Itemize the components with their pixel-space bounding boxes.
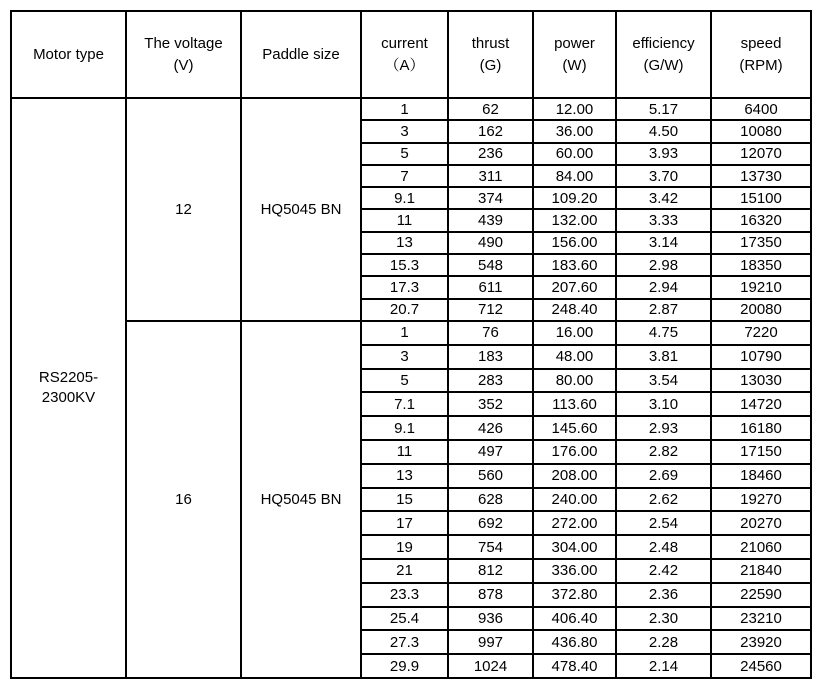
cell-power: 145.60 [533, 416, 616, 440]
cell-thrust: 183 [448, 345, 533, 369]
cell-efficiency: 2.93 [616, 416, 711, 440]
cell-speed: 22590 [711, 583, 811, 607]
cell-efficiency: 2.30 [616, 607, 711, 631]
cell-efficiency: 2.54 [616, 511, 711, 535]
cell-power: 80.00 [533, 369, 616, 393]
cell-power: 183.60 [533, 254, 616, 276]
cell-current: 23.3 [361, 583, 448, 607]
header-label: efficiency [632, 34, 695, 52]
motor-type-cell [11, 98, 126, 678]
table-header [11, 11, 811, 98]
cell-power: 113.60 [533, 392, 616, 416]
cell-efficiency: 3.81 [616, 345, 711, 369]
motor-type-line: 2300KV [41, 388, 96, 406]
column-header-thrust [448, 11, 533, 98]
column-header-voltage [126, 11, 241, 98]
cell-thrust: 812 [448, 559, 533, 583]
cell-speed: 20270 [711, 511, 811, 535]
cell-speed: 23920 [711, 630, 811, 654]
cell-current: 5 [361, 369, 448, 393]
cell-power: 436.80 [533, 630, 616, 654]
cell-efficiency: 3.33 [616, 209, 711, 231]
cell-speed: 23210 [711, 607, 811, 631]
cell-power: 84.00 [533, 165, 616, 187]
cell-current: 1 [361, 98, 448, 120]
cell-speed: 13030 [711, 369, 811, 393]
motor-spec-table [10, 10, 812, 679]
cell-thrust: 712 [448, 299, 533, 321]
header-label: current [381, 34, 428, 52]
motor-type-line: RS2205- [38, 368, 99, 386]
cell-efficiency: 2.94 [616, 276, 711, 298]
cell-current: 25.4 [361, 607, 448, 631]
column-header-paddle-size [241, 11, 361, 98]
header-label: power [554, 34, 595, 52]
cell-efficiency: 4.75 [616, 321, 711, 345]
cell-speed: 10080 [711, 120, 811, 142]
cell-power: 132.00 [533, 209, 616, 231]
cell-power: 36.00 [533, 120, 616, 142]
cell-thrust: 997 [448, 630, 533, 654]
column-header-speed [711, 11, 811, 98]
cell-speed: 17150 [711, 440, 811, 464]
cell-thrust: 374 [448, 187, 533, 209]
cell-efficiency: 2.36 [616, 583, 711, 607]
cell-efficiency: 2.14 [616, 654, 711, 678]
cell-speed: 6400 [711, 98, 811, 120]
cell-power: 60.00 [533, 143, 616, 165]
cell-current: 15.3 [361, 254, 448, 276]
header-unit: (G/W) [643, 56, 684, 74]
cell-current: 9.1 [361, 187, 448, 209]
cell-speed: 16180 [711, 416, 811, 440]
cell-power: 109.20 [533, 187, 616, 209]
cell-current: 17 [361, 511, 448, 535]
voltage-cell: 12 [126, 98, 241, 321]
cell-speed: 10790 [711, 345, 811, 369]
cell-power: 272.00 [533, 511, 616, 535]
cell-efficiency: 2.42 [616, 559, 711, 583]
cell-speed: 18460 [711, 464, 811, 488]
cell-speed: 14720 [711, 392, 811, 416]
spec-table-body [11, 98, 811, 678]
cell-thrust: 426 [448, 416, 533, 440]
cell-efficiency: 3.14 [616, 232, 711, 254]
cell-thrust: 311 [448, 165, 533, 187]
column-header-motor-type [11, 11, 126, 98]
cell-speed: 21060 [711, 535, 811, 559]
cell-efficiency: 3.54 [616, 369, 711, 393]
cell-efficiency: 5.17 [616, 98, 711, 120]
header-label: speed [740, 34, 782, 52]
cell-current: 13 [361, 464, 448, 488]
cell-current: 19 [361, 535, 448, 559]
cell-efficiency: 2.62 [616, 488, 711, 512]
cell-efficiency: 2.82 [616, 440, 711, 464]
cell-efficiency: 2.48 [616, 535, 711, 559]
cell-thrust: 560 [448, 464, 533, 488]
cell-thrust: 497 [448, 440, 533, 464]
cell-thrust: 878 [448, 583, 533, 607]
paddle-size-cell: HQ5045 BN [241, 98, 361, 321]
cell-power: 16.00 [533, 321, 616, 345]
cell-speed: 17350 [711, 232, 811, 254]
cell-power: 406.40 [533, 607, 616, 631]
cell-power: 12.00 [533, 98, 616, 120]
cell-current: 20.7 [361, 299, 448, 321]
column-header-efficiency [616, 11, 711, 98]
cell-current: 21 [361, 559, 448, 583]
cell-speed: 15100 [711, 187, 811, 209]
cell-power: 304.00 [533, 535, 616, 559]
cell-efficiency: 2.69 [616, 464, 711, 488]
cell-efficiency: 2.87 [616, 299, 711, 321]
cell-current: 5 [361, 143, 448, 165]
cell-thrust: 236 [448, 143, 533, 165]
column-header-power [533, 11, 616, 98]
cell-speed: 21840 [711, 559, 811, 583]
cell-current: 11 [361, 440, 448, 464]
header-unit: （A） [384, 56, 425, 74]
cell-power: 248.40 [533, 299, 616, 321]
cell-efficiency: 3.10 [616, 392, 711, 416]
cell-current: 3 [361, 120, 448, 142]
table-row [11, 98, 811, 120]
cell-current: 7 [361, 165, 448, 187]
cell-thrust: 162 [448, 120, 533, 142]
cell-current: 3 [361, 345, 448, 369]
cell-current: 1 [361, 321, 448, 345]
cell-thrust: 611 [448, 276, 533, 298]
cell-speed: 24560 [711, 654, 811, 678]
cell-speed: 12070 [711, 143, 811, 165]
paddle-size-cell: HQ5045 BN [241, 321, 361, 678]
cell-thrust: 439 [448, 209, 533, 231]
cell-current: 17.3 [361, 276, 448, 298]
column-header-current [361, 11, 448, 98]
cell-power: 240.00 [533, 488, 616, 512]
cell-current: 7.1 [361, 392, 448, 416]
header-unit: (RPM) [739, 56, 783, 74]
cell-thrust: 936 [448, 607, 533, 631]
header-unit: (G) [479, 56, 502, 74]
voltage-cell: 16 [126, 321, 241, 678]
cell-thrust: 548 [448, 254, 533, 276]
header-label: thrust [471, 34, 510, 52]
cell-efficiency: 2.28 [616, 630, 711, 654]
header-label: Motor type [33, 45, 104, 63]
header-row [11, 11, 811, 98]
cell-efficiency: 3.42 [616, 187, 711, 209]
cell-current: 15 [361, 488, 448, 512]
cell-efficiency: 2.98 [616, 254, 711, 276]
header-label: Paddle size [262, 45, 340, 63]
cell-thrust: 283 [448, 369, 533, 393]
cell-thrust: 754 [448, 535, 533, 559]
cell-power: 207.60 [533, 276, 616, 298]
table-row [11, 321, 811, 345]
cell-thrust: 352 [448, 392, 533, 416]
cell-speed: 20080 [711, 299, 811, 321]
cell-current: 27.3 [361, 630, 448, 654]
cell-current: 13 [361, 232, 448, 254]
cell-speed: 7220 [711, 321, 811, 345]
cell-thrust: 62 [448, 98, 533, 120]
cell-current: 29.9 [361, 654, 448, 678]
cell-current: 9.1 [361, 416, 448, 440]
cell-power: 176.00 [533, 440, 616, 464]
cell-efficiency: 4.50 [616, 120, 711, 142]
cell-power: 372.80 [533, 583, 616, 607]
cell-efficiency: 3.70 [616, 165, 711, 187]
cell-efficiency: 3.93 [616, 143, 711, 165]
cell-thrust: 628 [448, 488, 533, 512]
cell-speed: 18350 [711, 254, 811, 276]
cell-speed: 13730 [711, 165, 811, 187]
cell-power: 336.00 [533, 559, 616, 583]
cell-thrust: 1024 [448, 654, 533, 678]
header-label: The voltage [144, 34, 223, 52]
cell-current: 11 [361, 209, 448, 231]
cell-speed: 16320 [711, 209, 811, 231]
cell-thrust: 490 [448, 232, 533, 254]
cell-power: 208.00 [533, 464, 616, 488]
cell-speed: 19270 [711, 488, 811, 512]
cell-power: 48.00 [533, 345, 616, 369]
cell-power: 156.00 [533, 232, 616, 254]
header-unit: (V) [173, 56, 194, 74]
cell-thrust: 692 [448, 511, 533, 535]
cell-power: 478.40 [533, 654, 616, 678]
cell-speed: 19210 [711, 276, 811, 298]
header-unit: (W) [562, 56, 587, 74]
cell-thrust: 76 [448, 321, 533, 345]
